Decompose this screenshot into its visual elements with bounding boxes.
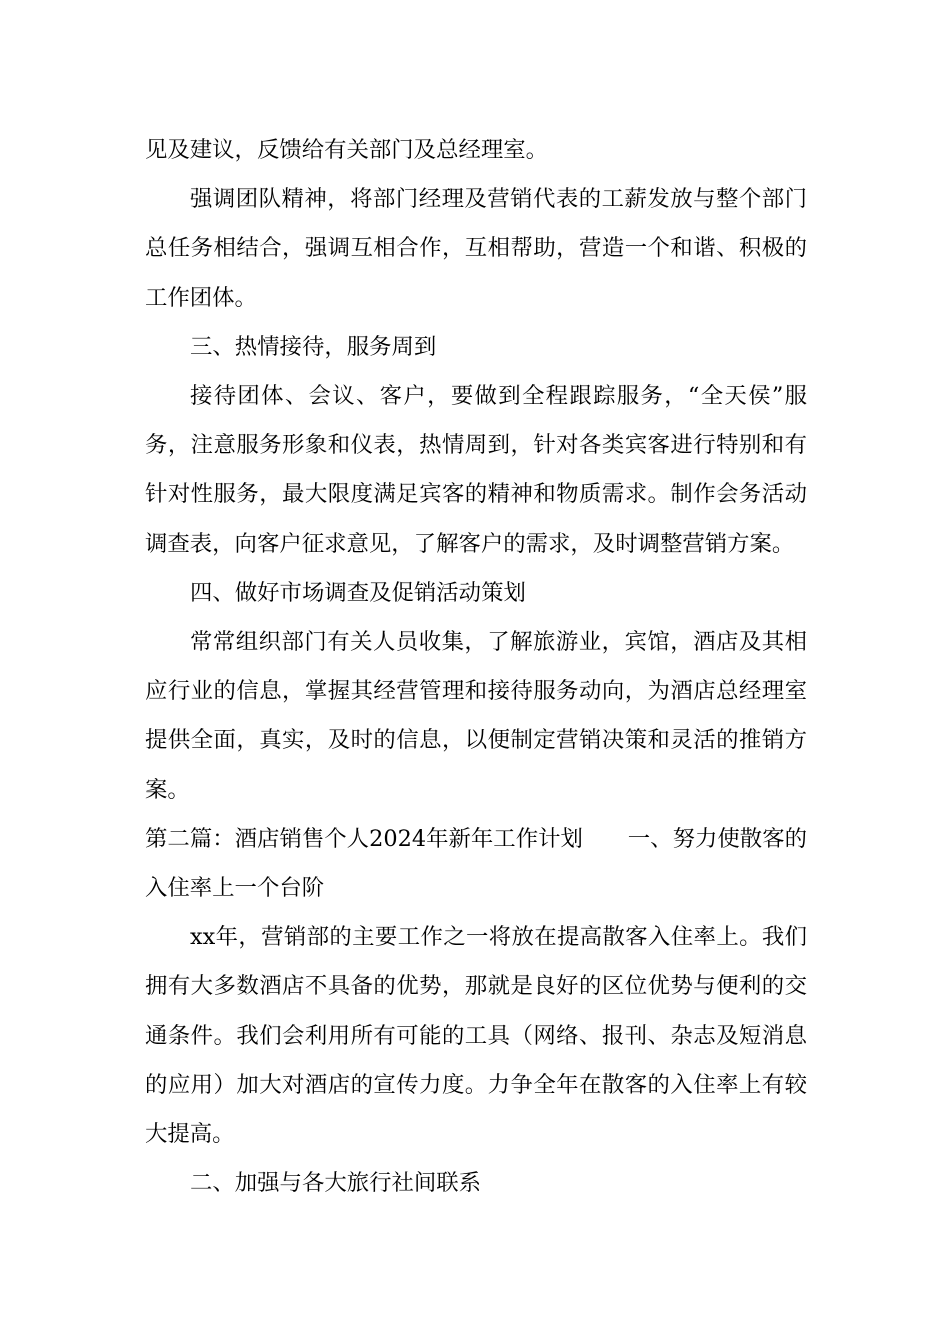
paragraph-reception-service: 接待团体、会议、客户，要做到全程跟踪服务，“全天侯”服务，注意服务形象和仪表，热情周到，针对各类宾客进行特别和有针对性服务，最大限度满足宾客的精神和物质需求。制作会务活动调查表，向客户征求意见，了解客户的需求，及时调整营销方案。 xyxy=(145,383,807,557)
paragraph-team-spirit: 强调团队精神，将部门经理及营销代表的工薪发放与整个部门总任务相结合，强调互相合作，互相帮助，营造一个和谐、积极的工作团体。 xyxy=(145,186,807,311)
section-heading-two: 二、加强与各大旅行社间联系 xyxy=(190,1170,482,1197)
paragraph-continuation: 见及建议，反馈给有关部门及总经理室。 xyxy=(145,137,549,163)
paragraph-market-research: 常常组织部门有关人员收集，了解旅游业，宾馆，酒店及其相应行业的信息，掌握其经营管理和接待服务动向，为酒店总经理室提供全面，真实，及时的信息，以便制定营销决策和灵活的推销方案。 xyxy=(145,629,807,803)
paragraph-occupancy: xx年，营销部的主要工作之一将放在提高散客入住率上。我们拥有大多数酒店不具备的优势，那就是良好的区位优势与便利的交通条件。我们会利用所有可能的工具（网络、报刊、杂志及短消息的应用）加大对酒店的宣传力度。力争全年在散客的入住率上有较大提高。 xyxy=(145,924,807,1148)
part-two-heading: 第二篇：酒店销售个人2024年新年工作计划 一、努力使散客的入住率上一个台阶 xyxy=(145,825,807,902)
document-body xyxy=(145,126,807,1208)
section-heading-four: 四、做好市场调查及促销活动策划 xyxy=(190,579,526,606)
section-heading-three: 三、热情接待，服务周到 xyxy=(190,333,437,360)
